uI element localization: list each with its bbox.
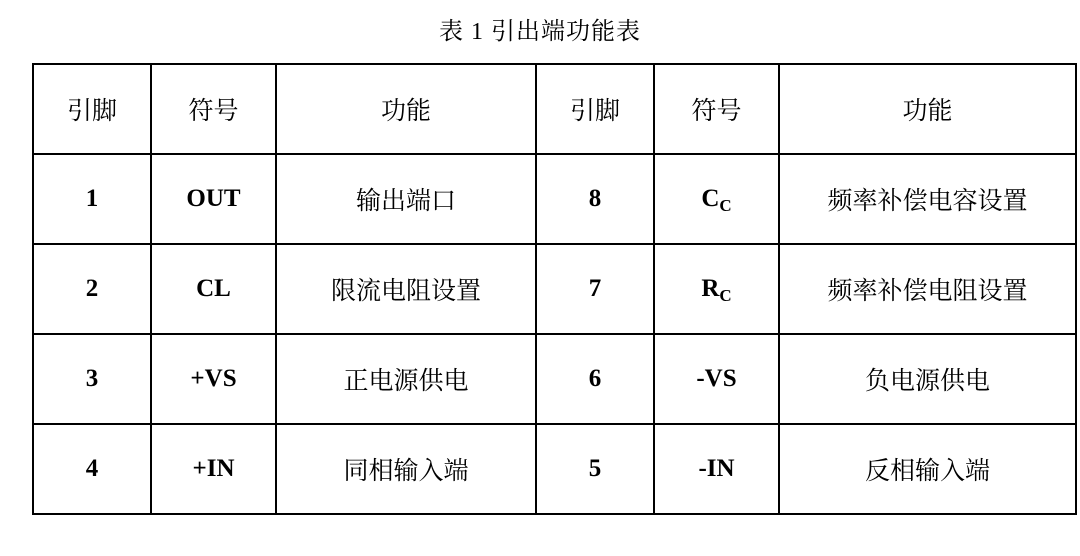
table-row	[33, 424, 1076, 514]
table-container	[0, 63, 1080, 515]
cell-function: 负电源供电	[779, 334, 1076, 424]
symbol-subscript: C	[719, 195, 732, 215]
cell-symbol	[654, 244, 779, 334]
cell-function: 正电源供电	[276, 334, 536, 424]
table-body	[33, 154, 1076, 514]
table-header-row	[33, 64, 1076, 154]
cell-symbol	[151, 154, 276, 244]
symbol-text: C	[701, 184, 720, 212]
cell-pin: 1	[33, 154, 151, 244]
cell-function: 频率补偿电阻设置	[779, 244, 1076, 334]
table-row	[33, 154, 1076, 244]
symbol-text: R	[701, 274, 720, 302]
cell-symbol	[151, 334, 276, 424]
cell-pin: 5	[536, 424, 654, 514]
column-header-function-right: 功能	[779, 64, 1076, 154]
table-row	[33, 334, 1076, 424]
cell-symbol	[654, 154, 779, 244]
cell-symbol	[654, 334, 779, 424]
pinout-table	[32, 63, 1077, 515]
column-header-pin-right: 引脚	[536, 64, 654, 154]
cell-function: 同相输入端	[276, 424, 536, 514]
symbol-text: -VS	[696, 364, 737, 392]
symbol-text: OUT	[186, 184, 241, 212]
cell-pin: 4	[33, 424, 151, 514]
column-header-symbol-right: 符号	[654, 64, 779, 154]
cell-pin: 8	[536, 154, 654, 244]
column-header-pin-left: 引脚	[33, 64, 151, 154]
table-header	[33, 64, 1076, 154]
symbol-text: -IN	[698, 454, 735, 482]
column-header-symbol-left: 符号	[151, 64, 276, 154]
cell-symbol	[151, 244, 276, 334]
cell-symbol	[151, 424, 276, 514]
cell-pin: 2	[33, 244, 151, 334]
cell-pin: 3	[33, 334, 151, 424]
symbol-text: +IN	[192, 454, 235, 482]
symbol-text: CL	[196, 274, 231, 302]
symbol-text: +VS	[190, 364, 237, 392]
cell-symbol	[654, 424, 779, 514]
cell-pin: 7	[536, 244, 654, 334]
column-header-function-left: 功能	[276, 64, 536, 154]
cell-function: 频率补偿电容设置	[779, 154, 1076, 244]
cell-function: 输出端口	[276, 154, 536, 244]
table-caption: 表 1 引出端功能表	[439, 19, 641, 45]
symbol-subscript: C	[719, 285, 732, 305]
cell-function: 反相输入端	[779, 424, 1076, 514]
cell-pin: 6	[536, 334, 654, 424]
table-row	[33, 244, 1076, 334]
cell-function: 限流电阻设置	[276, 244, 536, 334]
